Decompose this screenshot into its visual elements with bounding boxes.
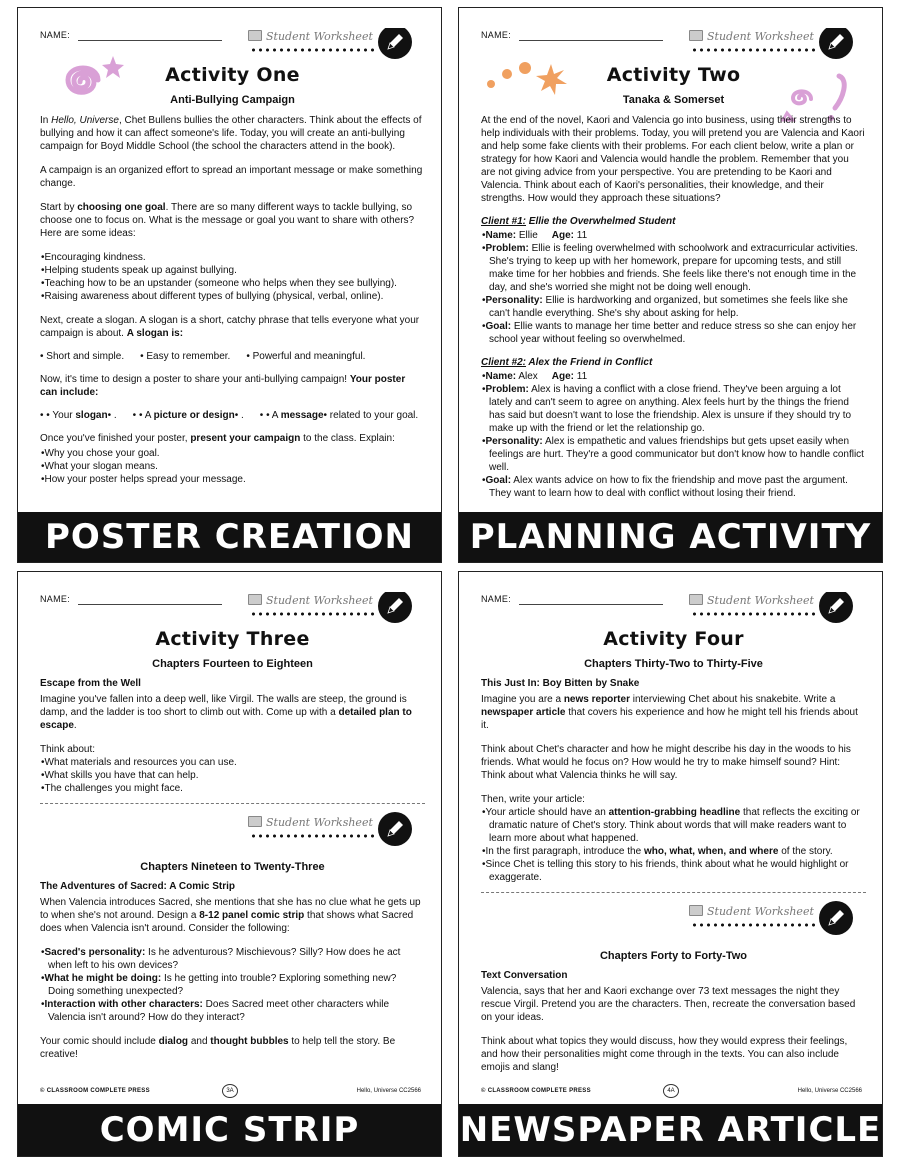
list-item: • Your article should have an attention-grabbing headline that reflects the exciting or dramatic nature of Chet's story. Think about words that will make readers want to learn more about what happened.: [481, 806, 866, 845]
section-divider: [40, 803, 425, 857]
then-label: Then, write your article:: [481, 794, 585, 805]
list-item: • Personality: Alex is empathetic and values friendships but gets upset easily when feelings are hurt. They're a good communicator but don't know how to handle conflict well.: [481, 435, 866, 474]
list-item: • What materials and resources you can use.: [40, 756, 425, 769]
text-paragraph: Think about what topics they would discuss, how they would express their feelings, and how their personalities might come through in the texts. You can also include emojis and slang!: [481, 1036, 848, 1073]
pencil-icon: [819, 592, 853, 623]
pencil-icon: [378, 28, 412, 59]
name-label: NAME:: [40, 30, 71, 40]
banner-title: PLANNING ACTIVITY: [459, 512, 882, 562]
list-item: • • Your slogan• .: [40, 410, 117, 421]
list-item: • Raising awareness about different types of bullying (physical, verbal, online).: [40, 290, 425, 303]
pencil-icon: [378, 592, 412, 623]
worksheet-activity-one: [17, 7, 442, 563]
consider-list: [40, 946, 425, 1024]
worksheet-activity-three: [17, 571, 442, 1157]
dotted-rule: [691, 923, 817, 927]
slogan-traits: [40, 351, 425, 362]
book-icon: [248, 594, 262, 605]
book-icon: [248, 816, 262, 827]
name-field-line[interactable]: [78, 604, 222, 605]
dotted-rule: [691, 48, 817, 52]
page-number: 3A: [222, 1084, 238, 1098]
student-worksheet-label: Student Worksheet: [689, 30, 814, 43]
dotted-rule: [250, 48, 376, 52]
activity-title: Activity Four: [603, 628, 744, 650]
worksheet-activity-two: [458, 7, 883, 563]
name-field-line[interactable]: [78, 40, 222, 41]
campaign-definition: A campaign is an organized effort to spread an important message or make something change.: [40, 165, 423, 189]
list-item: • Interaction with other characters: Does Sacred meet other characters while Valencia isn't around? How do they interact?: [40, 998, 425, 1024]
product-code: Hello, Universe CC2566: [356, 1088, 421, 1094]
section-divider: [481, 892, 866, 946]
banner-title: POSTER CREATION: [18, 512, 441, 562]
client-heading: Client #1: Ellie the Overwhelmed Student: [481, 216, 676, 227]
name-label: NAME:: [481, 594, 512, 604]
comic-paragraph: When Valencia introduces Sacred, she mentions that she has no clue what he gets up to when she's not around. Design a 8-12 panel comic strip that shows what Sacred does when Valencia isn't around. Consider the following:: [40, 897, 421, 934]
page-number: 4A: [663, 1084, 679, 1098]
news-paragraph: Imagine you are a news reporter interviewing Chet about his snakebite. Write a newspaper article that covers his experience and how he might tell his friends about it.: [481, 694, 858, 731]
section-heading: Escape from the Well: [40, 678, 141, 689]
chapters-subtitle: Chapters Forty to Forty-Two: [599, 950, 748, 962]
name-label: NAME:: [481, 30, 512, 40]
pencil-icon: [819, 901, 853, 935]
student-worksheet-label: Student Worksheet: [689, 905, 814, 918]
page-footer: [40, 1084, 425, 1100]
list-item: • • A picture or design• .: [133, 410, 244, 421]
book-icon: [689, 30, 703, 41]
client-details: [481, 370, 866, 500]
think-paragraph: Think about Chet's character and how he might describe his day in the woods to his friends. What would he focus on? How would he try to make himself sound? Hint: Think about what Valencia thinks he will say.: [481, 744, 851, 781]
name-field-line[interactable]: [519, 40, 663, 41]
list-item: • In the first paragraph, introduce the who, what, when, and where of the story.: [481, 845, 866, 858]
activity-subtitle: Tanaka & Somerset: [622, 94, 725, 106]
list-item: • Goal: Ellie wants to manage her time better and reduce stress so she can enjoy her school year without feeling so overwhelmed.: [481, 320, 866, 346]
pencil-icon: [819, 28, 853, 59]
banner-title: NEWSPAPER ARTICLE: [459, 1104, 882, 1156]
activity-title: Activity One: [165, 64, 300, 86]
book-icon: [689, 905, 703, 916]
publisher-name: © CLASSROOM COMPLETE PRESS: [40, 1088, 150, 1094]
list-item: • Powerful and meaningful.: [246, 351, 365, 362]
list-item: • What skills you have that can help.: [40, 769, 425, 782]
dotted-rule: [691, 612, 817, 616]
student-worksheet-label: Student Worksheet: [689, 594, 814, 607]
list-item: • How your poster helps spread your message.: [40, 473, 425, 486]
chapters-subtitle: Chapters Fourteen to Eighteen: [152, 658, 313, 670]
worksheet-activity-four: [458, 571, 883, 1157]
list-item: • Helping students speak up against bullying.: [40, 264, 425, 277]
list-item: • What he might be doing: Is he getting into trouble? Exploring something new? Doing something unexpected?: [40, 972, 425, 998]
dotted-rule: [250, 834, 376, 838]
goal-paragraph: Start by choosing one goal. There are so many different ways to tackle bullying, so choose one to focus on. What is the message or goal you want to share with others? Here are some ideas:: [40, 202, 415, 239]
list-item: • Personality: Ellie is hardworking and organized, but sometimes she feels like she can't handle everything. She's shy about asking for help.: [481, 294, 866, 320]
client-heading: Client #2: Alex the Friend in Conflict: [481, 357, 653, 368]
pencil-icon: [378, 812, 412, 846]
list-item: • Since Chet is telling this story to his friends, think about what he would highlight or exaggerate.: [481, 858, 866, 884]
section-heading: Text Conversation: [481, 970, 568, 981]
section-heading: This Just In: Boy Bitten by Snake: [481, 678, 640, 689]
list-item: • Name: Alex Age: 11: [481, 370, 866, 383]
list-item: • Problem: Alex is having a conflict with a close friend. They've been arguing a lot lately and can't seem to agree on anything. Alex feels hurt by the things the friend has said but doesn't want to lose the friendship. Alex is unsure if they should try to make up with the friend or let the relationship go.: [481, 383, 866, 435]
intro-paragraph: At the end of the novel, Kaori and Valencia go into business, using their strengths to help individuals with their problems. Today, you will pretend you are Valencia and Kaori and help some fake clients with their problems. For each client below, write a plan or strategy for how Kaori and Valencia would handle the problem. Remember that you are not giving advice from your perspective. You are pretending to be Kaori and Valencia. Think about each of Kaori's personalities, their knowledge, and their strengths. How would they approach these situations?: [481, 115, 865, 204]
banner-title: COMIC STRIP: [18, 1104, 441, 1156]
name-label: NAME:: [40, 594, 71, 604]
book-icon: [689, 594, 703, 605]
student-worksheet-label: Student Worksheet: [248, 816, 373, 829]
student-worksheet-label: Student Worksheet: [248, 594, 373, 607]
ideas-list: [40, 251, 425, 303]
list-item: • Easy to remember.: [140, 351, 230, 362]
list-item: • Problem: Ellie is feeling overwhelmed with schoolwork and extracurricular activities. She's trying to keep up with her homework, prepare for upcoming tests, and still make time for her hobbies and friends. She feels like there's not enough time in the day, and she's worried she might not be doing well enough.: [481, 242, 866, 294]
client-details: [481, 229, 866, 346]
list-item: • Short and simple.: [40, 351, 124, 362]
intro-paragraph: In Hello, Universe, Chet Bullens bullies the other characters. Think about the effects of bullying and how it can affect someone's life. Today, you will create an anti-bullying campaign for Boyd Middle School (the school the characters attend in the book).: [40, 115, 422, 152]
list-item: • • A message• related to your goal.: [260, 410, 418, 421]
list-item: • Why you chose your goal.: [40, 447, 425, 460]
dotted-rule: [250, 612, 376, 616]
name-row: [481, 28, 866, 58]
list-item: • Sacred's personality: Is he adventurous? Mischievous? Silly? How does he act when left to his own devices?: [40, 946, 425, 972]
present-paragraph: Once you've finished your poster, present your campaign to the class. Explain:: [40, 433, 395, 444]
well-paragraph: Imagine you've fallen into a deep well, like Virgil. The walls are steep, the ground is damp, and the ladder is too short to climb out with. Come up with a detailed plan to escape.: [40, 694, 412, 731]
include-paragraph: Your comic should include dialog and thought bubbles to help tell the story. Be creative!: [40, 1036, 396, 1060]
list-item: • Name: Ellie Age: 11: [481, 229, 866, 242]
activity-title: Activity Two: [606, 64, 741, 86]
list-item: • Teaching how to be an upstander (someone who helps when they see bullying).: [40, 277, 425, 290]
book-icon: [248, 30, 262, 41]
think-label: Think about:: [40, 744, 96, 755]
think-list: [40, 756, 425, 795]
page-footer: [481, 1084, 866, 1100]
list-item: • Encouraging kindness.: [40, 251, 425, 264]
poster-items: [40, 410, 425, 421]
name-row: [40, 592, 425, 622]
student-worksheet-label: Student Worksheet: [248, 30, 373, 43]
name-row: [481, 592, 866, 622]
name-field-line[interactable]: [519, 604, 663, 605]
list-item: • The challenges you might face.: [40, 782, 425, 795]
text-paragraph: Valencia, says that her and Kaori exchange over 73 text messages the night they rescue Virgil. Pretend you are the characters. Then, recreate the conversation based on your ideas.: [481, 986, 856, 1023]
slogan-paragraph: Next, create a slogan. A slogan is a short, catchy phrase that tells everyone what your campaign is about. A slogan is:: [40, 315, 420, 339]
chapters-subtitle: Chapters Nineteen to Twenty-Three: [140, 861, 325, 873]
activity-title: Activity Three: [155, 628, 310, 650]
name-row: [40, 28, 425, 58]
chapters-subtitle: Chapters Thirty-Two to Thirty-Five: [584, 658, 763, 670]
poster-paragraph: Now, it's time to design a poster to share your anti-bullying campaign! Your poster can include:: [40, 374, 406, 398]
list-item: • Goal: Alex wants advice on how to fix the friendship and move past the argument. They want to learn how to deal with conflict without losing their friend.: [481, 474, 866, 500]
activity-subtitle: Anti-Bullying Campaign: [170, 94, 295, 106]
product-code: Hello, Universe CC2566: [797, 1088, 862, 1094]
article-list: [481, 806, 866, 884]
explain-list: [40, 447, 425, 486]
section-heading: The Adventures of Sacred: A Comic Strip: [40, 881, 236, 892]
publisher-name: © CLASSROOM COMPLETE PRESS: [481, 1088, 591, 1094]
list-item: • What your slogan means.: [40, 460, 425, 473]
